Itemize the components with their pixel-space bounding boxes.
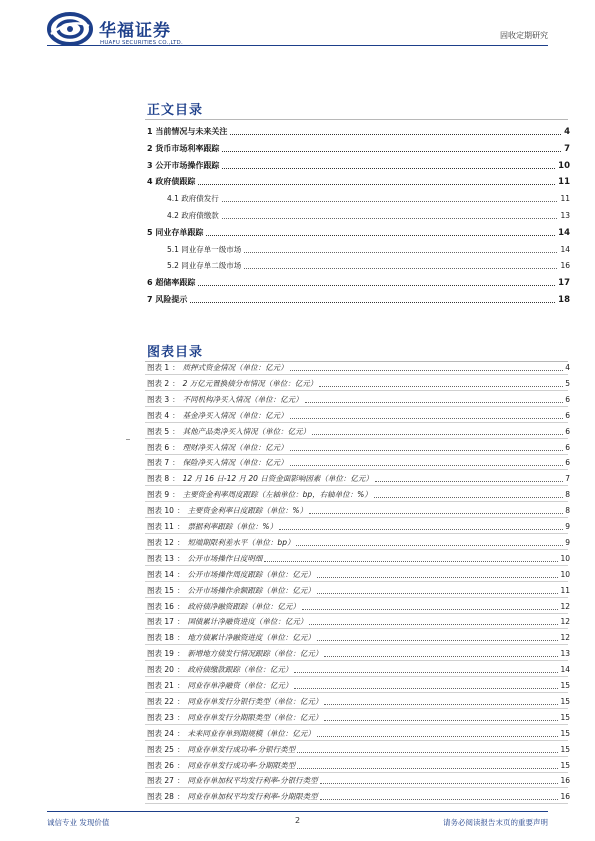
logo-chinese-name: 华福证券 <box>99 21 171 41</box>
figure-title: 国债累计净融资进度（单位：亿元） <box>187 617 308 627</box>
figure-dot-leader <box>320 783 559 784</box>
figure-separator: ： <box>172 458 180 468</box>
toc-item-label: 4 政府债跟踪 <box>147 177 196 187</box>
toc-item[interactable] <box>147 174 570 187</box>
figure-separator: ： <box>176 665 185 675</box>
figure-number: 图表 28 <box>147 792 174 802</box>
figure-page: 14 <box>560 665 570 675</box>
figure-dot-leader <box>317 640 559 641</box>
toc-item-label: 5.2 同业存单二级市场 <box>167 261 242 271</box>
figure-list-item[interactable] <box>147 551 570 564</box>
figure-row-rule <box>145 438 568 439</box>
toc-heading: 正文目录 <box>147 103 204 118</box>
figure-number: 图表 8 <box>147 474 170 484</box>
figure-page: 8 <box>565 490 570 500</box>
figure-dot-leader <box>290 450 564 451</box>
figure-page: 8 <box>565 506 570 516</box>
figure-separator: ： <box>172 490 180 500</box>
figure-number: 图表 6 <box>147 442 170 452</box>
figure-page: 12 <box>560 601 570 611</box>
figure-number: 图表 1 <box>147 363 170 372</box>
figure-title: 政府债缴款跟踪（单位：亿元） <box>187 665 293 675</box>
figure-page: 6 <box>565 394 570 404</box>
figure-list-item[interactable] <box>147 567 570 580</box>
figure-number: 图表 16 <box>147 601 174 611</box>
figure-title: 主要资金利率周度跟踪（左轴单位：bp，右轴单位：%） <box>182 490 372 500</box>
figure-list-item[interactable] <box>147 503 570 516</box>
figure-list-item[interactable] <box>147 646 570 659</box>
page-number: 2 <box>294 816 301 825</box>
figure-separator: ： <box>172 363 180 372</box>
figure-number: 图表 12 <box>147 537 174 547</box>
figure-list-item[interactable] <box>147 487 570 500</box>
figure-dot-leader <box>279 529 563 530</box>
figure-number: 图表 24 <box>147 728 174 738</box>
figure-title: 公开市场操作周度跟踪（单位：亿元） <box>187 569 315 579</box>
figure-dot-leader <box>312 434 563 435</box>
toc-item[interactable] <box>147 225 570 238</box>
toc-item-label: 5.1 同业存单一级市场 <box>167 244 242 254</box>
figure-title: 短端期限利差水平（单位：bp） <box>187 537 295 547</box>
figure-title: 质押式资金情况（单位：亿元） <box>182 363 288 372</box>
toc-item-page: 17 <box>558 278 570 289</box>
figure-separator: ： <box>172 410 180 420</box>
toc-item-page: 14 <box>558 227 570 238</box>
figure-dot-leader <box>296 545 563 546</box>
toc-item-label: 6 超储率跟踪 <box>147 278 196 288</box>
figure-row-rule <box>145 692 568 693</box>
figure-title: 未来同业存单到期规模（单位：亿元） <box>187 728 315 738</box>
toc-item-page: 16 <box>560 261 570 271</box>
figure-page: 6 <box>565 442 570 452</box>
figure-list-item[interactable] <box>147 360 570 373</box>
toc-dot-leader <box>244 268 557 269</box>
toc-subitem[interactable] <box>167 191 570 204</box>
figure-number: 图表 27 <box>147 776 174 786</box>
figure-list-item[interactable] <box>147 535 570 548</box>
toc-item-label: 1 当前情况与未来关注 <box>147 127 228 136</box>
figure-title: 公开市场操作日度明细 <box>187 553 263 563</box>
figure-separator: ： <box>176 601 185 611</box>
figure-title: 同业存单加权平均发行利率-分期限类型 <box>187 792 318 802</box>
figure-separator: ： <box>176 633 185 643</box>
figure-separator: ： <box>176 522 185 531</box>
figure-dot-leader <box>305 402 564 403</box>
figure-dot-leader <box>374 497 563 498</box>
figure-title: 其他产品类净买入情况（单位：亿元） <box>182 426 311 436</box>
figure-row-rule <box>145 613 568 614</box>
figure-separator: ： <box>176 792 185 802</box>
figure-dot-leader <box>317 577 559 578</box>
figure-number: 图表 10 <box>147 506 174 516</box>
figure-title: 同业存单发行成功率-分期限类型 <box>187 760 296 770</box>
figure-title: 地方债累计净融资进度（单位：亿元） <box>187 633 315 643</box>
figure-dot-leader <box>309 513 563 514</box>
figure-dot-leader <box>294 688 558 689</box>
figure-list-item[interactable] <box>147 630 570 643</box>
figure-title: 票据利率跟踪（单位：%） <box>187 522 278 531</box>
figure-page: 11 <box>560 585 570 595</box>
toc-item[interactable] <box>147 275 570 288</box>
toc-item-label: 2 货币市场利率跟踪 <box>147 143 220 153</box>
figure-dot-leader <box>297 752 558 753</box>
toc-item[interactable] <box>147 124 570 137</box>
figure-title: 同业存单净融资（单位：亿元） <box>187 681 293 690</box>
figure-page: 6 <box>565 426 570 436</box>
figure-dot-leader <box>309 624 558 625</box>
figure-page: 15 <box>560 696 570 706</box>
figure-row-rule <box>145 581 568 582</box>
company-logo <box>47 10 217 50</box>
figure-separator: ： <box>176 617 185 627</box>
figure-page: 6 <box>565 410 570 420</box>
header-divider <box>47 45 548 46</box>
report-type-label: 固收定期研究 <box>500 31 548 40</box>
figure-dot-leader <box>319 386 563 387</box>
figure-number: 图表 18 <box>147 633 174 643</box>
figure-title: 保险净买入情况（单位：亿元） <box>182 458 288 468</box>
figure-number: 图表 22 <box>147 696 174 706</box>
figure-page: 16 <box>560 792 570 802</box>
toc-item-label: 4.1 政府债发行 <box>167 194 219 204</box>
figure-separator: ： <box>172 394 180 404</box>
toc-dot-leader <box>222 151 561 152</box>
figure-row-rule <box>145 787 568 788</box>
figure-number: 图表 20 <box>147 665 174 675</box>
figure-separator: ： <box>176 728 185 738</box>
figure-list-item[interactable] <box>147 519 570 532</box>
figure-dot-leader <box>317 593 559 594</box>
figure-number: 图表 5 <box>147 426 170 436</box>
toc-dot-leader <box>198 184 555 185</box>
figure-page: 15 <box>560 681 570 690</box>
figure-row-rule <box>145 406 568 407</box>
toc-item[interactable] <box>147 292 570 305</box>
figure-dot-leader <box>290 465 564 466</box>
figure-list-item[interactable] <box>147 408 570 421</box>
figure-separator: ： <box>172 442 180 452</box>
figure-page: 15 <box>560 728 570 738</box>
figure-row-rule <box>145 756 568 757</box>
toc-item-label: 5 同业存单跟踪 <box>147 227 204 237</box>
figure-page: 15 <box>560 760 570 770</box>
figure-dot-leader <box>290 370 564 371</box>
toc-item-page: 4 <box>564 127 570 137</box>
figure-row-rule <box>145 422 568 423</box>
figure-list-item[interactable] <box>147 583 570 596</box>
footer-disclaimer: 请务必阅读报告末页的重要声明 <box>443 818 548 827</box>
figure-page: 9 <box>565 522 570 531</box>
margin-mark <box>126 439 130 440</box>
toc-dot-leader <box>222 218 558 219</box>
figure-dot-leader <box>302 609 559 610</box>
figure-number: 图表 15 <box>147 585 174 595</box>
figure-row-rule <box>145 517 568 518</box>
figure-row-rule <box>145 628 568 629</box>
figure-row-rule <box>145 724 568 725</box>
figure-dot-leader <box>297 768 558 769</box>
figure-list-item[interactable] <box>147 599 570 612</box>
figure-list-item[interactable] <box>147 376 570 389</box>
figure-list-item[interactable] <box>147 471 570 484</box>
toc-dot-leader <box>222 168 555 169</box>
figure-dot-leader <box>290 418 564 419</box>
toc-item[interactable] <box>147 158 570 171</box>
figure-page: 10 <box>560 553 570 563</box>
figure-dot-leader <box>375 481 563 482</box>
figure-row-rule <box>145 740 568 741</box>
figure-page: 4 <box>565 363 570 372</box>
figure-number: 图表 13 <box>147 553 174 563</box>
toc-dot-leader <box>230 134 561 135</box>
figure-page: 9 <box>565 537 570 547</box>
toc-dot-leader <box>206 235 555 236</box>
toc-item-page: 13 <box>560 211 570 220</box>
figure-row-rule <box>145 390 568 391</box>
figure-page: 7 <box>565 474 570 484</box>
figure-row-rule <box>145 533 568 534</box>
figure-title: 同业存单发行分银行类型（单位：亿元） <box>187 696 323 706</box>
figure-title: 12 月 16 日-12 月 20 日资金面影响因素（单位：亿元） <box>182 474 373 484</box>
toc-dot-leader <box>190 302 555 303</box>
logo-english-name: HUAFU SECURITIES CO.,LTD. <box>100 40 183 46</box>
figure-dot-leader <box>320 799 559 800</box>
figure-list-item[interactable] <box>147 758 570 771</box>
figure-separator: ： <box>176 649 185 659</box>
toc-item-label: 3 公开市场操作跟踪 <box>147 160 220 170</box>
figure-row-rule <box>145 676 568 677</box>
figure-row-rule <box>145 565 568 566</box>
toc-item-page: 11 <box>560 194 570 204</box>
logo-mark-icon <box>47 12 93 46</box>
figure-number: 图表 11 <box>147 522 174 531</box>
figure-separator: ： <box>172 378 180 388</box>
figure-list-item[interactable] <box>147 455 570 468</box>
figure-number: 图表 4 <box>147 410 170 420</box>
figure-row-rule <box>145 374 568 375</box>
figure-list-item[interactable] <box>147 789 570 802</box>
figure-row-rule <box>145 501 568 502</box>
figure-separator: ： <box>172 426 180 436</box>
figure-number: 图表 7 <box>147 458 170 468</box>
figure-number: 图表 14 <box>147 569 174 579</box>
figure-separator: ： <box>176 744 185 754</box>
figures-heading: 图表目录 <box>147 345 204 360</box>
footer-divider <box>47 811 548 812</box>
figure-row-rule <box>145 772 568 773</box>
figure-page: 15 <box>560 744 570 754</box>
figure-number: 图表 9 <box>147 490 170 500</box>
figure-separator: ： <box>172 474 180 484</box>
figure-list-item[interactable] <box>147 392 570 405</box>
figure-title: 新增地方债发行情况跟踪（单位：亿元） <box>187 649 323 659</box>
figure-title: 不同机构净买入情况（单位：亿元） <box>182 394 303 404</box>
toc-dot-leader <box>198 285 555 286</box>
figure-title: 基金净买入情况（单位：亿元） <box>182 410 288 420</box>
figure-dot-leader <box>324 720 558 721</box>
figure-page: 5 <box>565 378 570 388</box>
figure-number: 图表 3 <box>147 394 170 404</box>
figure-list-item[interactable] <box>147 424 570 437</box>
figure-separator: ： <box>176 760 185 770</box>
figure-page: 16 <box>560 776 570 786</box>
figure-dot-leader <box>264 561 558 562</box>
figure-list-item[interactable] <box>147 440 570 453</box>
figure-row-rule <box>145 803 568 804</box>
toc-item-page: 18 <box>558 295 570 305</box>
figure-number: 图表 21 <box>147 681 174 690</box>
figure-list-item[interactable] <box>147 694 570 707</box>
figure-row-rule <box>145 644 568 645</box>
figure-number: 图表 26 <box>147 760 174 770</box>
toc-heading-rule <box>145 119 568 120</box>
figure-list-item[interactable] <box>147 710 570 723</box>
figure-row-rule <box>145 708 568 709</box>
figure-title: 同业存单加权平均发行利率-分银行类型 <box>187 776 318 786</box>
figure-separator: ： <box>176 776 185 786</box>
figure-separator: ： <box>176 696 185 706</box>
figure-page: 15 <box>560 712 570 722</box>
figure-separator: ： <box>176 712 185 722</box>
toc-item-label: 7 风险提示 <box>147 295 188 304</box>
figure-separator: ： <box>176 506 185 516</box>
figure-title: 同业存单发行分期限类型（单位：亿元） <box>187 712 323 722</box>
figure-number: 图表 23 <box>147 712 174 722</box>
toc-item-page: 11 <box>558 177 570 188</box>
toc-dot-leader <box>244 252 557 253</box>
figure-page: 12 <box>560 617 570 627</box>
figure-number: 图表 17 <box>147 617 174 627</box>
toc-dot-leader <box>222 201 558 202</box>
toc-item-label: 4.2 政府债缴款 <box>167 211 219 220</box>
figure-title: 理财净买入情况（单位：亿元） <box>182 442 288 452</box>
toc-item-page: 10 <box>558 160 570 171</box>
figure-title: 同业存单发行成功率-分银行类型 <box>187 744 296 754</box>
toc-subitem[interactable] <box>167 242 570 255</box>
figure-row-rule <box>145 597 568 598</box>
toc-subitem[interactable] <box>167 258 570 271</box>
figure-row-rule <box>145 660 568 661</box>
figure-page: 13 <box>560 649 570 659</box>
figure-list-item[interactable] <box>147 662 570 675</box>
toc-item[interactable] <box>147 141 570 154</box>
figure-title: 主要资金利率日度跟踪（单位：%） <box>187 506 308 516</box>
figure-number: 图表 19 <box>147 649 174 659</box>
figure-list-item[interactable] <box>147 726 570 739</box>
toc-item-page: 14 <box>560 244 570 254</box>
figure-list-item[interactable] <box>147 678 570 691</box>
figure-row-rule <box>145 549 568 550</box>
figure-row-rule <box>145 469 568 470</box>
figure-dot-leader <box>294 672 558 673</box>
figure-page: 6 <box>565 458 570 468</box>
figure-row-rule <box>145 454 568 455</box>
figure-page: 12 <box>560 633 570 643</box>
figure-list-item[interactable] <box>147 742 570 755</box>
figure-page: 10 <box>560 569 570 579</box>
toc-item-page: 7 <box>564 143 570 154</box>
figure-list-item[interactable] <box>147 614 570 627</box>
figure-separator: ： <box>176 553 185 563</box>
figure-separator: ： <box>176 569 185 579</box>
figure-separator: ： <box>176 681 185 690</box>
figure-title: 政府债净融资跟踪（单位：亿元） <box>187 601 300 611</box>
figure-dot-leader <box>324 656 558 657</box>
footer-slogan: 诚信专业 发现价值 <box>47 818 110 827</box>
figure-title: 公开市场操作余额跟踪（单位：亿元） <box>187 585 315 595</box>
figure-title: 2 万亿元置换债分布情况（单位：亿元） <box>182 378 318 388</box>
toc-subitem[interactable] <box>167 208 570 221</box>
figure-dot-leader <box>324 704 558 705</box>
figure-dot-leader <box>317 736 559 737</box>
figure-list-item[interactable] <box>147 773 570 786</box>
figure-separator: ： <box>176 537 185 547</box>
figure-number: 图表 2 <box>147 378 170 388</box>
figure-separator: ： <box>176 585 185 595</box>
figure-number: 图表 25 <box>147 744 174 754</box>
figure-row-rule <box>145 485 568 486</box>
